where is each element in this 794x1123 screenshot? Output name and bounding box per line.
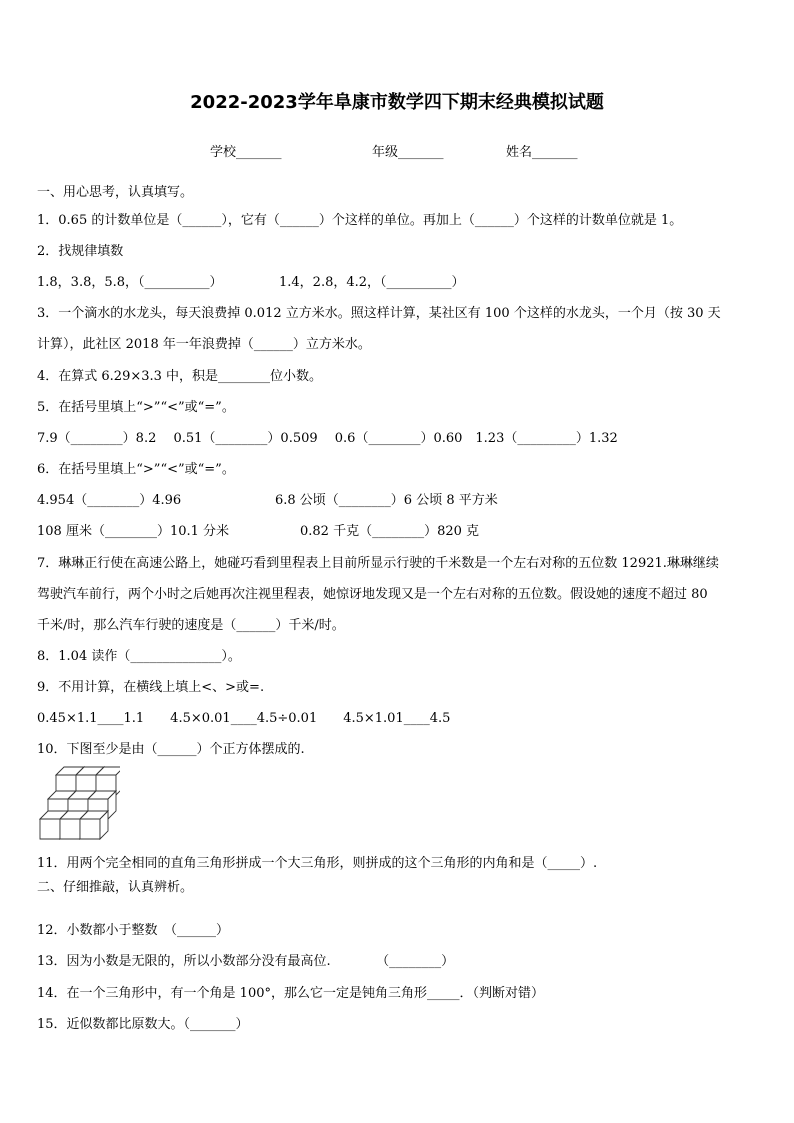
cube-face — [60, 819, 80, 839]
question-11: 11．用两个完全相同的直角三角形拼成一个大三角形，则拼成的这个三角形的内角和是（_____）. — [37, 856, 598, 871]
school-field: 学校_______ — [210, 145, 282, 160]
question-6-item-c: 108 厘米（________）10.1 分米 — [37, 524, 230, 539]
page-title: 2022-2023学年阜康市数学四下期末经典模拟试题 — [190, 92, 604, 113]
question-7-line-1: 7．琳琳正行使在高速公路上，她碰巧看到里程表上目前所显示行驶的千米数是一个左右对称的五位数 12921.琳琳继续 — [37, 556, 719, 571]
section-2-heading: 二、仔细推敲，认真辨析。 — [37, 880, 194, 895]
name-field: 姓名_______ — [506, 145, 578, 160]
question-6-item-d: 0.82 千克（________）820 克 — [300, 524, 480, 539]
question-2-sequence-a: 1.8，3.8，5.8，（__________） — [37, 275, 223, 290]
question-12: 12．小数都小于整数 （______） — [37, 923, 230, 938]
question-8: 8．1.04 读作（______________）。 — [37, 649, 241, 664]
question-6-item-b: 6.8 公顷（________）6 公顷 8 平方米 — [275, 493, 498, 508]
question-1: 1．0.65 的计数单位是（______），它有（______）个这样的单位。再加上（______）个这样的计数单位就是 1。 — [37, 213, 683, 228]
question-2: 2．找规律填数 — [37, 244, 124, 259]
cube-face — [40, 819, 60, 839]
question-7-line-3: 千米/时，那么汽车行驶的速度是（______）千米/时。 — [37, 618, 345, 633]
question-6-item-a: 4.954（________）4.96 — [37, 493, 182, 508]
question-13: 13．因为小数是无限的，所以小数部分没有最高位. （________） — [37, 954, 455, 969]
question-6: 6．在括号里填上“>”“<”或“=”。 — [37, 462, 235, 477]
cube-face — [80, 819, 100, 839]
question-15: 15．近似数都比原数大。（_______） — [37, 1017, 249, 1032]
grade-field: 年级_______ — [372, 145, 444, 160]
question-2-sequence-b: 1.4，2.8，4.2，（__________） — [279, 275, 465, 290]
cube-stack-figure — [36, 763, 120, 843]
section-1-heading: 一、用心思考，认真填写。 — [37, 185, 194, 200]
question-3-line-2: 计算），此社区 2018 年一年浪费掉（______）立方米水。 — [37, 337, 371, 352]
question-9: 9．不用计算，在横线上填上<、>或=. — [37, 680, 265, 695]
question-5-comparisons: 7.9（________）8.2 0.51（________）0.509 0.6（________）0.60 1.23（_________）1.32 — [37, 431, 618, 446]
question-5: 5．在括号里填上“>”“<”或“=”。 — [37, 400, 235, 415]
question-3-line-1: 3．一个滴水的水龙头，每天浪费掉 0.012 立方米水。照这样计算，某社区有 100 个这样的水龙头，一个月（按 30 天 — [37, 306, 721, 321]
question-14: 14．在一个三角形中，有一个角是 100°，那么它一定是钝角三角形_____．（判断对错） — [37, 986, 544, 1001]
question-7-line-2: 驾驶汽车前行，两个小时之后她再次注视里程表，她惊讶地发现又是一个左右对称的五位数。假设她的速度不超过 80 — [37, 587, 708, 602]
question-4: 4．在算式 6.29×3.3 中，积是________位小数。 — [37, 369, 323, 384]
question-10: 10．下图至少是由（______）个正方体摆成的. — [37, 742, 305, 757]
question-9-comparisons: 0.45×1.1____1.1 4.5×0.01____4.5÷0.01 4.5×1.01____4.5 — [37, 711, 451, 726]
